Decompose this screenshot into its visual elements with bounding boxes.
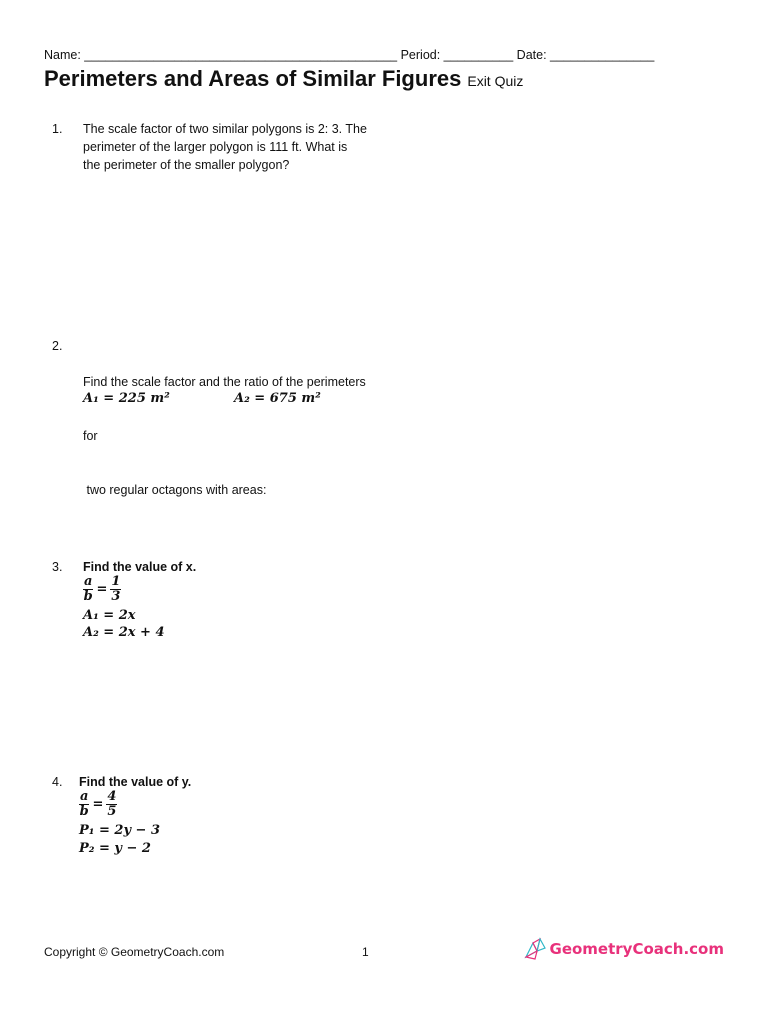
student-info-line: Name: _____________________________________________ Period: __________ Date: _______________: [44, 48, 655, 62]
logo-wordmark: GeometryCoach.com: [549, 940, 724, 958]
question-2-line-1: Find the scale factor and the ratio of the perimeters: [83, 375, 366, 389]
question-1-text: [83, 120, 367, 174]
geometric-bird-icon: [524, 937, 548, 961]
question-4-left-fraction: [79, 790, 89, 819]
fraction-numerator: 4: [107, 789, 117, 804]
equals-sign: =: [92, 796, 104, 812]
question-2-text: [83, 337, 366, 517]
question-3-right-fraction: [110, 575, 121, 604]
question-1-number: 1.: [52, 122, 63, 136]
question-4-equation-1: P₁ = 2y − 3: [79, 823, 161, 838]
fraction-denominator: b: [79, 804, 89, 819]
question-3-left-fraction: [83, 575, 93, 604]
title-main: Perimeters and Areas of Similar Figures: [44, 66, 462, 91]
question-2-area-1: A₁ = 225 m²: [83, 391, 170, 406]
equals-sign: =: [96, 581, 108, 597]
question-3-equation-1: A₁ = 2x: [83, 608, 136, 623]
title-sub: Exit Quiz: [467, 73, 524, 89]
question-3-equation-2: A₂ = 2x + 4: [83, 625, 165, 640]
copyright-text: Copyright © GeometryCoach.com: [44, 945, 225, 959]
fraction-numerator: 1: [111, 574, 121, 589]
fraction-denominator: 3: [111, 589, 121, 604]
question-4-right-fraction: [106, 790, 117, 819]
question-4-equation-2: P₂ = y − 2: [79, 841, 151, 856]
question-3-prompt: Find the value of x.: [83, 560, 197, 574]
fraction-numerator: a: [84, 574, 93, 589]
page-title: [44, 66, 523, 92]
fraction-numerator: a: [80, 789, 89, 804]
fraction-denominator: b: [83, 589, 93, 604]
question-1-line-2: perimeter of the larger polygon is 111 ft. What is: [83, 140, 348, 154]
question-1-line-1: The scale factor of two similar polygons is 2: 3. The: [83, 122, 367, 136]
geometrycoach-logo: [524, 937, 724, 961]
question-2-area-2: A₂ = 675 m²: [234, 391, 321, 406]
question-3-ratio: [83, 575, 121, 604]
page-number: 1: [362, 945, 369, 959]
question-2-line-3: two regular octagons with areas:: [83, 483, 267, 497]
fraction-denominator: 5: [107, 804, 117, 819]
question-2-line-2: for: [83, 429, 98, 443]
question-4-prompt: Find the value of y.: [79, 775, 192, 789]
question-2-number: 2.: [52, 339, 63, 353]
question-4-number: 4.: [52, 775, 63, 789]
question-4-ratio: [79, 790, 117, 819]
question-3-number: 3.: [52, 560, 63, 574]
question-1-line-3: the perimeter of the smaller polygon?: [83, 158, 290, 172]
